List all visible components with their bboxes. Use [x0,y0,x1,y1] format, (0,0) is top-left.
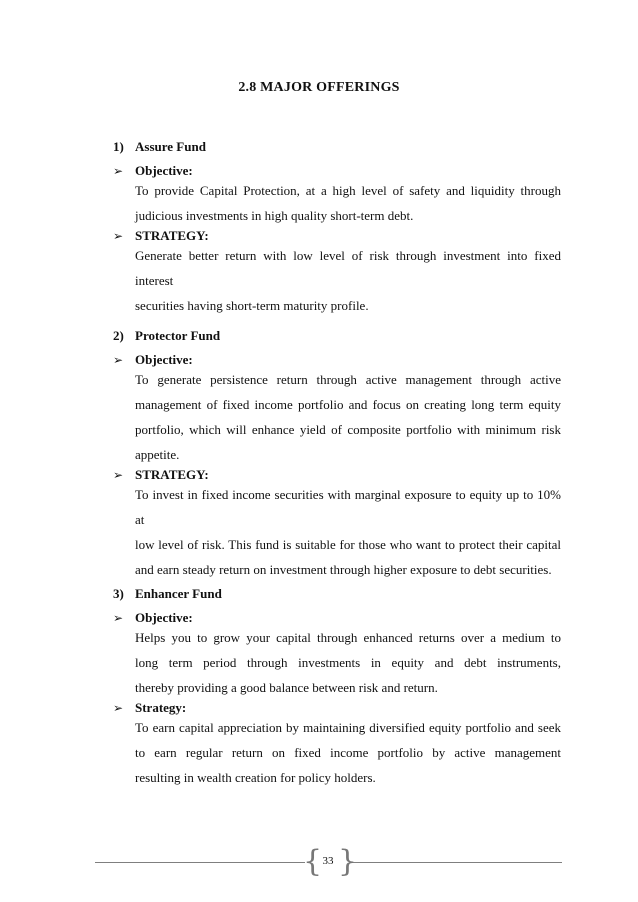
section-label-text: Strategy: [135,700,187,715]
arrow-bullet-icon: ➢ [113,229,124,243]
section-label-objective [113,610,193,626]
page-number: 33 [322,855,334,867]
fund-name: Protector Fund [135,328,221,343]
section-paragraph [135,715,561,790]
arrow-bullet-icon: ➢ [113,701,124,715]
arrow-bullet-icon: ➢ [113,164,124,178]
fund-number: 1) [113,139,124,154]
fund-number: 3) [113,586,124,601]
paragraph-line: resulting in wealth creation for policy holders. [135,770,376,785]
left-brace-icon: { [303,844,323,879]
section-label-text: Objective: [135,163,193,178]
arrow-bullet-icon: ➢ [113,353,124,367]
section-label-text: STRATEGY: [135,228,209,243]
fund-number: 2) [113,328,124,343]
section-paragraph [135,243,561,318]
paragraph-line: securities having short-term maturity profile. [135,298,369,313]
paragraph-line: Generate better return with low level of risk through investment into fixed interest [135,248,561,288]
paragraph-line: portfolio, which will enhance yield of composite portfolio with minimum risk [135,422,561,437]
paragraph-line: To invest in fixed income securities with marginal exposure to equity up to 10% at [135,487,561,527]
paragraph-line: judicious investments in high quality short-term debt. [135,208,414,223]
section-paragraph [135,367,561,467]
section-paragraph [135,482,561,582]
paragraph-line: appetite. [135,447,180,462]
right-brace-icon: } [338,844,358,879]
paragraph-line: to earn regular return on fixed income portfolio by active management [135,745,561,760]
paragraph-line: long term period through investments in equity and debt instruments, [135,655,561,670]
fund-name: Assure Fund [135,139,206,154]
fund-heading-protector [113,328,220,344]
section-label-strategy [113,228,209,244]
page-title: 2.8 MAJOR OFFERINGS [238,80,400,95]
fund-name: Enhancer Fund [135,586,222,601]
section-label-strategy [113,467,209,483]
paragraph-line: To generate persistence return through active management through active [135,372,561,387]
section-paragraph [135,625,561,700]
section-label-objective [113,163,193,179]
section-label-objective [113,352,193,368]
paragraph-line: and earn steady return on investment through higher exposure to debt securities. [135,562,552,577]
fund-heading-enhancer [113,586,222,602]
arrow-bullet-icon: ➢ [113,468,124,482]
paragraph-line: To provide Capital Protection, at a high level of safety and liquidity through [135,183,561,198]
section-label-text: Objective: [135,610,193,625]
paragraph-line: To earn capital appreciation by maintaining diversified equity portfolio and seek [135,720,561,735]
section-label-text: STRATEGY: [135,467,209,482]
paragraph-line: management of fixed income portfolio and focus on creating long term equity [135,397,561,412]
footer-rule-right [352,862,562,863]
fund-heading-assure [113,139,206,155]
paragraph-line: thereby providing a good balance between risk and return. [135,680,438,695]
paragraph-line: Helps you to grow your capital through enhanced returns over a medium to [135,630,561,645]
paragraph-line: low level of risk. This fund is suitable for those who want to protect their capital [135,537,561,552]
section-label-strategy [113,700,186,716]
arrow-bullet-icon: ➢ [113,611,124,625]
section-label-text: Objective: [135,352,193,367]
section-paragraph [135,178,561,228]
footer-rule-left [95,862,305,863]
